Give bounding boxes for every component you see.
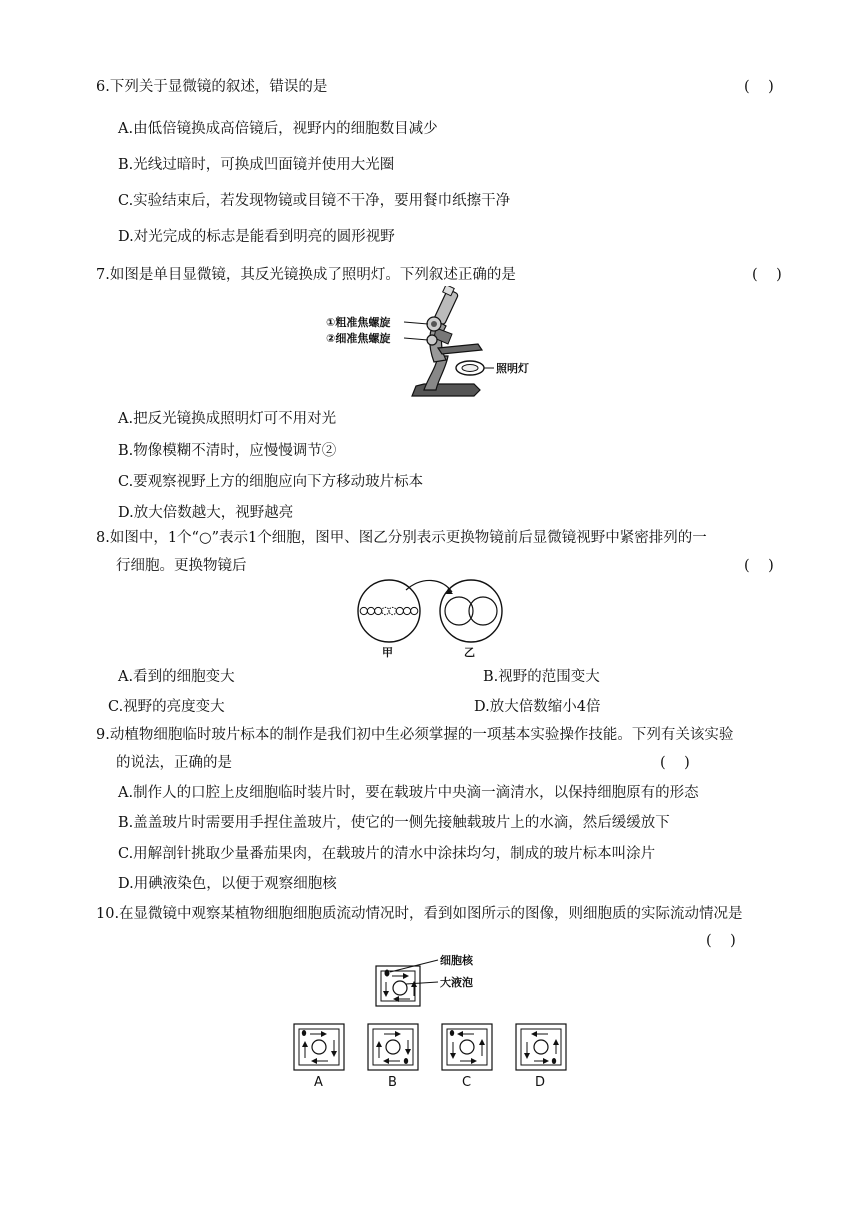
cell-before-4 xyxy=(382,607,389,614)
choice-b-cell[interactable] xyxy=(368,1024,418,1070)
cell-before-5 xyxy=(389,607,396,614)
label-jia: 甲 xyxy=(382,646,393,659)
q9-stem-line2: 的说法，正确的是 xyxy=(116,755,232,771)
cell-before-6 xyxy=(396,607,403,614)
choice-a-cell[interactable] xyxy=(294,1024,344,1070)
q7-option-b: B.物像模糊不清时，应慢慢调节② xyxy=(118,443,337,459)
coarse-focus-label: ①粗准焦螺旋 xyxy=(326,316,391,329)
nucleus-label: 细胞核 xyxy=(440,954,473,967)
observed-cell xyxy=(376,966,420,1006)
label-yi: 乙 xyxy=(464,646,475,659)
choice-b-label: B xyxy=(388,1075,397,1090)
choice-c-cell[interactable] xyxy=(442,1024,492,1070)
q10-stem: 10.在显微镜中观察某植物细胞细胞质流动情况时，看到如图所示的图像，则细胞质的实际流动情况是 xyxy=(96,906,743,922)
q8-answer-paren[interactable]: ( ) xyxy=(744,558,774,574)
q7-answer-paren[interactable]: ( ) xyxy=(752,267,782,283)
q7-option-c: C.要观察视野上方的细胞应向下方移动玻片标本 xyxy=(118,474,424,490)
q6-answer-paren[interactable]: ( ) xyxy=(744,79,774,95)
q8-stem-line2: 行细胞。更换物镜后 xyxy=(116,558,247,574)
choice-d-cell[interactable] xyxy=(516,1024,566,1070)
q7-stem: 7.如图是单目显微镜，其反光镜换成了照明灯。下列叙述正确的是 xyxy=(96,267,516,283)
q8-option-d: D.放大倍数缩小4倍 xyxy=(474,699,601,715)
q8-option-b: B.视野的范围变大 xyxy=(483,669,600,685)
cytoplasm-flow-figure xyxy=(290,950,580,1090)
cell-before-1 xyxy=(360,607,367,614)
q6-option-c: C.实验结束后，若发现物镜或目镜不干净，要用餐巾纸擦干净 xyxy=(118,193,511,209)
q9-option-c: C.用解剖针挑取少量番茄果肉，在载玻片的清水中涂抹均匀，制成的玻片标本叫涂片 xyxy=(118,846,656,862)
q6-stem: 6.下列关于显微镜的叙述，错误的是 xyxy=(96,79,328,95)
q9-option-b: B.盖盖玻片时需要用手捏住盖玻片，使它的一侧先接触载玻片上的水滴，然后缓缓放下 xyxy=(118,815,670,831)
q8-option-a: A.看到的细胞变大 xyxy=(118,669,235,685)
q9-answer-paren[interactable]: ( ) xyxy=(660,755,690,771)
q6-option-a: A.由低倍镜换成高倍镜后，视野内的细胞数目减少 xyxy=(118,121,438,137)
lamp-label: 照明灯 xyxy=(496,362,529,375)
q6-option-b: B.光线过暗时，可换成凹面镜并使用大光圈 xyxy=(118,157,395,173)
q10-answer-paren[interactable]: ( ) xyxy=(706,933,736,949)
vacuole-label: 大液泡 xyxy=(440,976,473,989)
field-after xyxy=(440,580,502,642)
q6-option-d: D.对光完成的标志是能看到明亮的圆形视野 xyxy=(118,229,395,245)
q9-stem-line1: 9.动植物细胞临时玻片标本的制作是我们初中生必须掌握的一项基本实验操作技能。下列有关该实验 xyxy=(96,727,734,743)
vacuole-icon xyxy=(393,981,407,995)
choice-a-label: A xyxy=(314,1075,323,1090)
cell-before-8 xyxy=(411,607,418,614)
cell-before-3 xyxy=(375,607,382,614)
q9-option-a: A.制作人的口腔上皮细胞临时装片时，要在载玻片中央滴一滴清水，以保持细胞原有的形态 xyxy=(118,785,699,801)
choice-c-label: C xyxy=(462,1075,472,1090)
cell-before-2 xyxy=(367,607,374,614)
choice-d-label: D xyxy=(535,1075,546,1090)
fine-focus-knob xyxy=(427,335,437,345)
q7-option-a: A.把反光镜换成照明灯可不用对光 xyxy=(118,411,337,427)
q7-option-d: D.放大倍数越大，视野越亮 xyxy=(118,505,294,521)
q8-stem-line1: 8.如图中，1个“○”表示1个细胞，图甲、图乙分别表示更换物镜前后显微镜视野中紧密排列的一 xyxy=(96,530,707,546)
microscope-figure xyxy=(324,286,544,406)
cell-before-7 xyxy=(403,607,410,614)
cells-before xyxy=(360,607,418,614)
q8-option-c: C.视野的亮度变大 xyxy=(108,699,225,715)
q9-option-d: D.用碘液染色，以便于观察细胞核 xyxy=(118,876,337,892)
fine-focus-label: ②细准焦螺旋 xyxy=(326,332,391,345)
nucleus-icon xyxy=(385,970,390,977)
field-of-view-figure xyxy=(356,578,506,660)
